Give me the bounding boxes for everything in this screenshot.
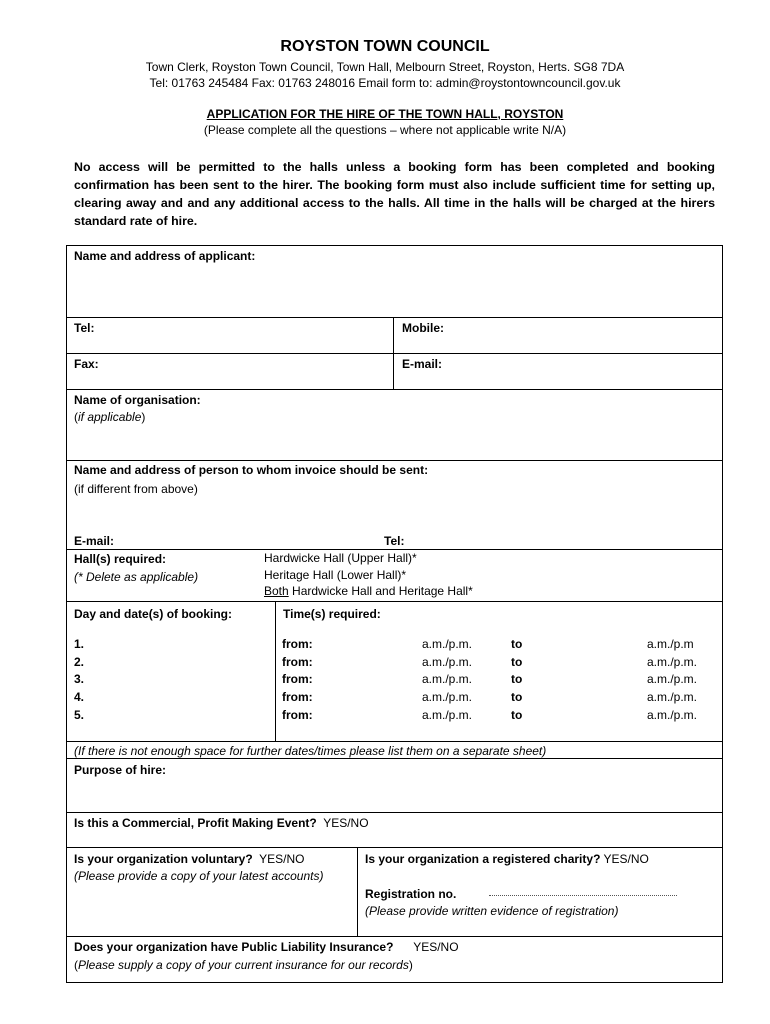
purpose-field[interactable]	[67, 780, 721, 810]
invoice-label: Name and address of person to whom invoice should be sent:	[74, 463, 429, 477]
purpose-label: Purpose of hire:	[74, 763, 167, 777]
organisation-label: Name of organisation:	[74, 393, 201, 407]
organisation-note: (if applicable)	[74, 410, 146, 424]
applicant-label: Name and address of applicant:	[74, 249, 256, 263]
insurance-question: Does your organization have Public Liability Insurance? YES/NO	[74, 940, 459, 954]
email-label: E-mail:	[402, 357, 443, 371]
booking-row-num: 2.	[74, 655, 85, 669]
form-subtitle: (Please complete all the questions – where not applicable write N/A)	[203, 123, 567, 137]
commercial-question: Is this a Commercial, Profit Making Event? YES/NO	[74, 816, 369, 830]
charity-note: (Please provide written evidence of registration)	[365, 904, 619, 918]
voluntary-question: Is your organization voluntary? YES/NO	[74, 852, 305, 866]
booking-row-ampm-end: a.m./p.m.	[647, 690, 698, 704]
invoice-tel-label: Tel:	[384, 534, 405, 548]
registration-field[interactable]	[489, 895, 677, 896]
organisation-field[interactable]	[230, 390, 719, 459]
email-field[interactable]	[455, 354, 719, 388]
fax-label: Fax:	[74, 357, 99, 371]
tel-field[interactable]	[100, 318, 390, 352]
commercial-answer[interactable]: YES/NO	[323, 816, 369, 830]
booking-row-ampm-start: a.m./p.m.	[422, 708, 473, 722]
booking-row-ampm-start: a.m./p.m.	[422, 672, 473, 686]
booking-row-from: from:	[282, 708, 313, 722]
insurance-note: (Please supply a copy of your current insurance for our records)	[74, 958, 413, 972]
booking-row-ampm-end: a.m./p.m.	[647, 708, 698, 722]
booking-row-ampm-start: a.m./p.m.	[422, 690, 473, 704]
halls-label: Hall(s) required:	[74, 552, 167, 566]
council-address: Town Clerk, Royston Town Council, Town Hall, Melbourn Street, Royston, Herts. SG8 7DA	[145, 60, 625, 74]
insurance-answer[interactable]: YES/NO	[413, 940, 459, 954]
applicant-field[interactable]	[67, 266, 721, 316]
registration-label: Registration no.	[365, 887, 457, 901]
hall-option-both[interactable]: Both Hardwicke Hall and Heritage Hall*	[264, 584, 473, 598]
booking-row-num: 1.	[74, 637, 85, 651]
booking-row-num: 4.	[74, 690, 85, 704]
booking-row-ampm-start: a.m./p.m.	[422, 637, 473, 651]
charity-question: Is your organization a registered charity? YES/NO	[365, 852, 649, 866]
intro-paragraph: No access will be permitted to the halls unless a booking form has been completed and booking confirmation has been sent to the hirer. The booking form must also include sufficient time for setting up, clearing away and and any additional access to the halls. All time in the halls will be charged at the hirers standard rate of hire.	[74, 160, 715, 228]
booking-row-to: to	[511, 708, 523, 722]
mobile-label: Mobile:	[402, 321, 444, 335]
booking-row-ampm-end: a.m./p.m.	[647, 672, 698, 686]
booking-row-num: 3.	[74, 672, 85, 686]
booking-space-note: (If there is not enough space for further dates/times please list them on a separate sheet)	[74, 744, 547, 758]
hall-option-hardwicke[interactable]: Hardwicke Hall (Upper Hall)*	[264, 551, 417, 565]
booking-row-ampm-start: a.m./p.m.	[422, 655, 473, 669]
tel-label: Tel:	[74, 321, 95, 335]
voluntary-answer[interactable]: YES/NO	[259, 852, 305, 866]
booking-row-ampm-end: a.m./p.m	[647, 637, 694, 651]
fax-field[interactable]	[100, 354, 390, 388]
form-title: APPLICATION FOR THE HIRE OF THE TOWN HALL, ROYSTON	[206, 107, 564, 121]
council-title: ROYSTON TOWN COUNCIL	[280, 38, 490, 55]
mobile-field[interactable]	[455, 318, 719, 352]
booking-row-to: to	[511, 655, 523, 669]
booking-row-to: to	[511, 690, 523, 704]
booking-row-from: from:	[282, 672, 313, 686]
booking-time-label: Time(s) required:	[283, 607, 381, 621]
booking-row-from: from:	[282, 690, 313, 704]
hall-option-heritage[interactable]: Heritage Hall (Lower Hall)*	[264, 568, 407, 582]
invoice-note: (if different from above)	[74, 482, 198, 496]
booking-day-label: Day and date(s) of booking:	[74, 607, 233, 621]
council-contact: Tel: 01763 245484 Fax: 01763 248016 Email form to: admin@roystontowncouncil.gov.uk	[149, 76, 621, 90]
booking-row-from: from:	[282, 655, 313, 669]
booking-row-to: to	[511, 672, 523, 686]
booking-row-ampm-end: a.m./p.m.	[647, 655, 698, 669]
charity-answer[interactable]: YES/NO	[603, 852, 649, 866]
booking-row-from: from:	[282, 637, 313, 651]
invoice-email-label: E-mail:	[74, 534, 115, 548]
voluntary-note: (Please provide a copy of your latest accounts)	[74, 869, 324, 883]
booking-row-num: 5.	[74, 708, 85, 722]
invoice-field[interactable]	[67, 498, 721, 530]
halls-note: (* Delete as applicable)	[74, 570, 199, 584]
booking-row-to: to	[511, 637, 523, 651]
